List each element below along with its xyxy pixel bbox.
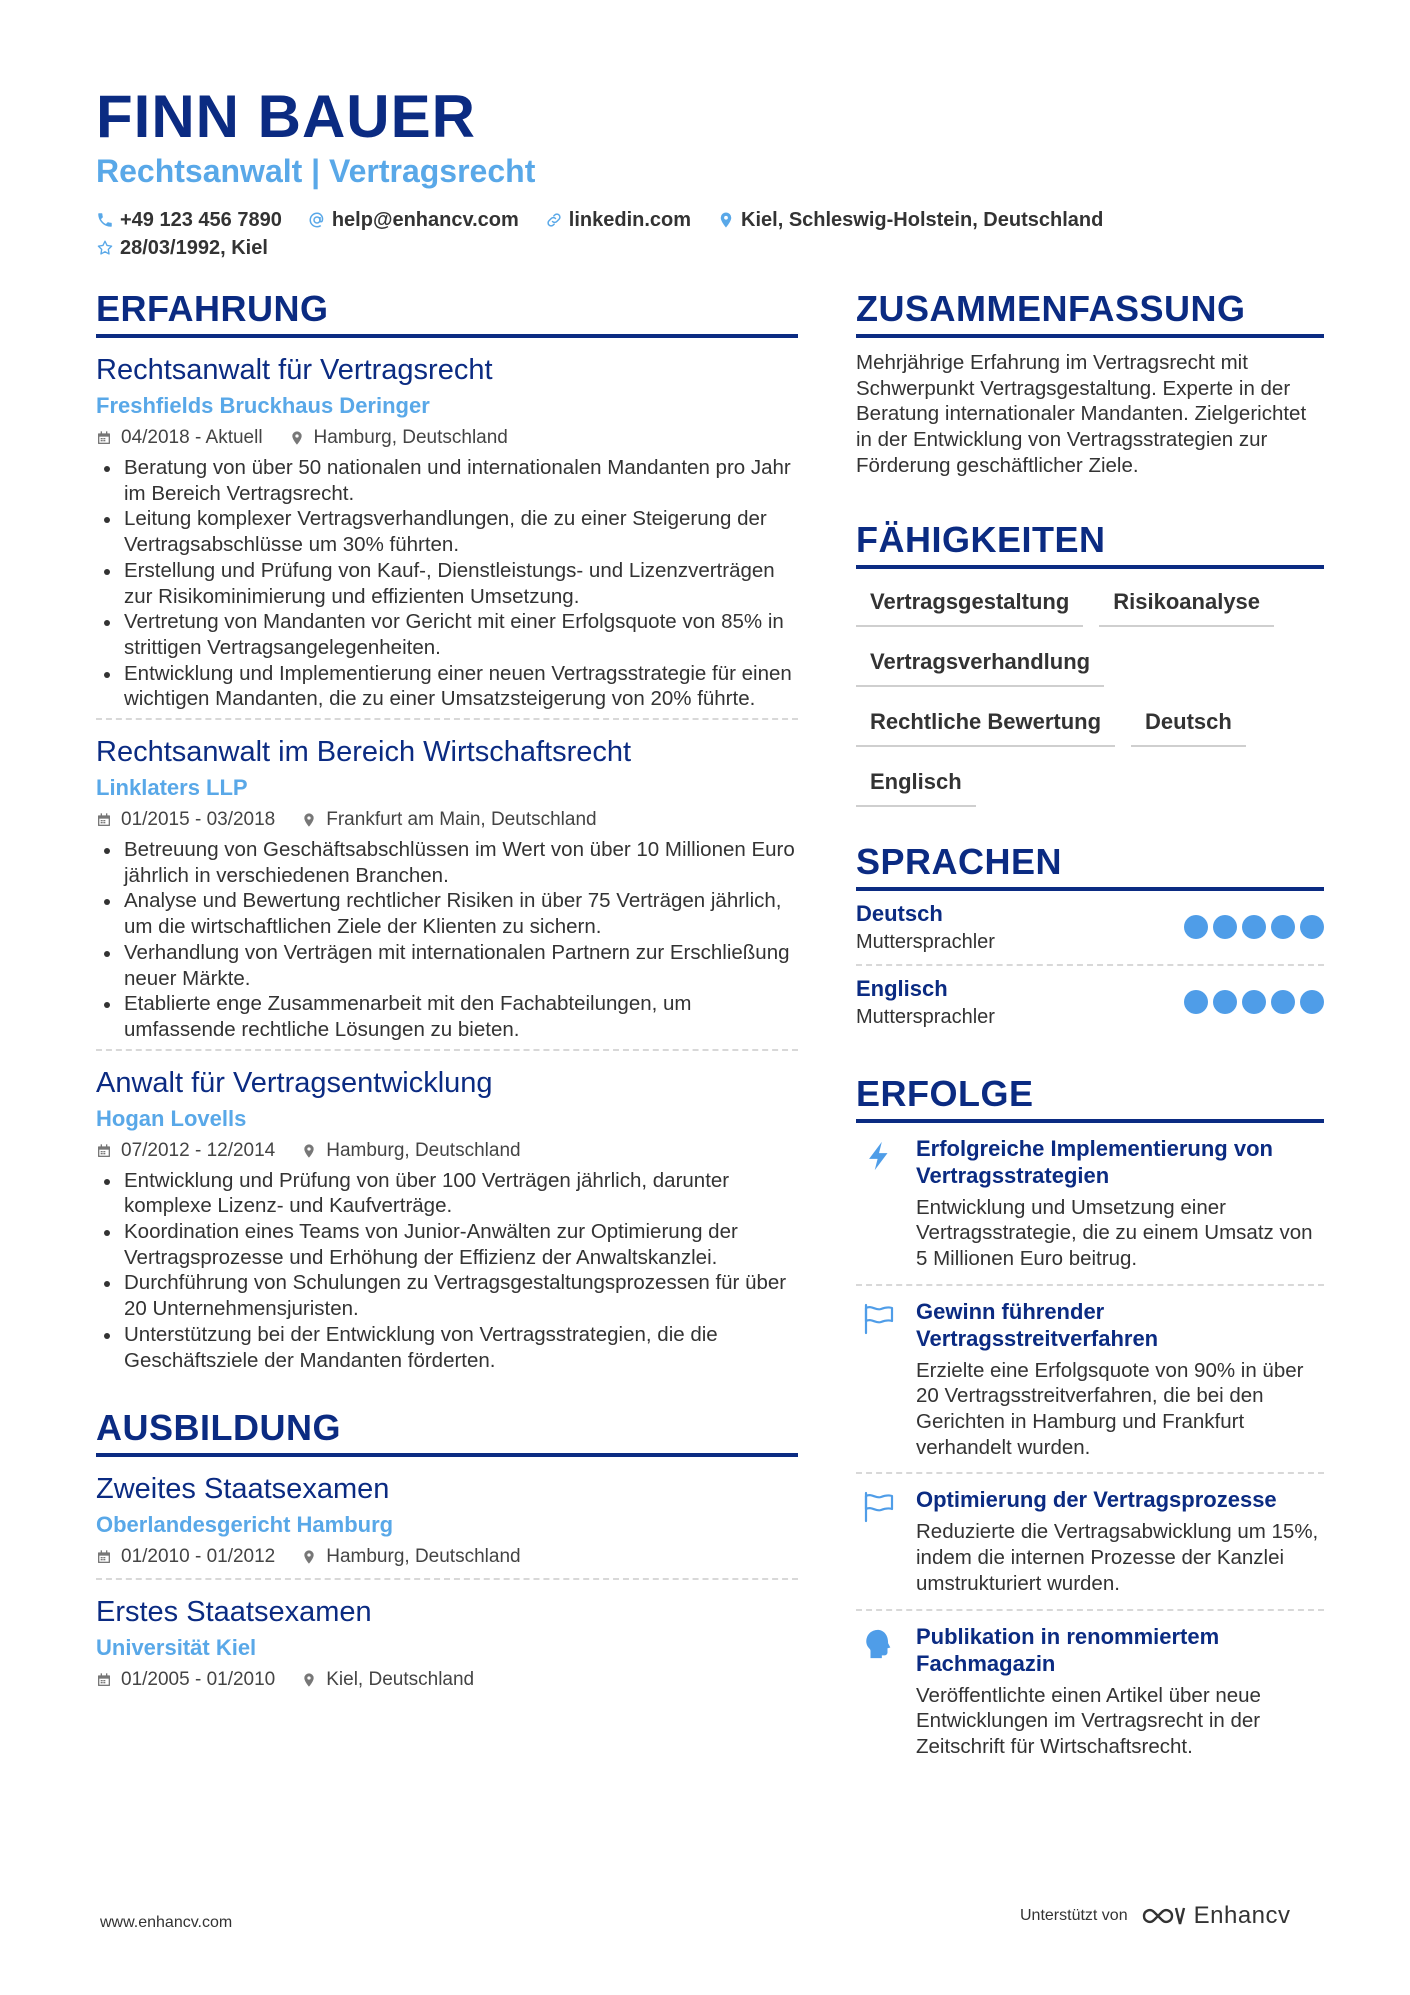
education-location [301,1546,520,1568]
achievement-body [916,1135,1324,1272]
job-location [289,427,508,449]
star-icon [96,239,114,257]
education-heading: AUSBILDUNG [96,1407,798,1457]
language-level: Muttersprachler [856,930,995,953]
location-pin-icon [301,812,317,828]
job-role: Anwalt für Vertragsentwicklung [96,1066,493,1099]
candidate-name: FINN BAUER [96,83,476,150]
job-dates [96,1140,275,1162]
experience-entry [96,720,798,1051]
education-dates-text: 01/2005 - 01/2010 [121,1669,276,1691]
rating-dot [1300,915,1324,939]
contact-location: Kiel, Schleswig-Holstein, Deutschland [717,209,1103,232]
link-icon [545,211,563,229]
left-column [96,288,798,1701]
language-name: Englisch [856,975,948,1001]
skill-tag: Englisch [856,761,976,807]
job-dates-text: 07/2012 - 12/2014 [121,1139,276,1161]
contact-linkedin[interactable]: linkedin.com [545,209,691,232]
education-meta [96,1669,798,1691]
education-location-text: Hamburg, Deutschland [326,1546,521,1568]
achievement-desc: Veröffentlichte einen Artikel über neue Entwicklungen im Vertragsrecht in der Zeitschrift für Wirtschaftsrecht. [916,1683,1261,1758]
education-list [96,1457,798,1701]
job-bullets [96,1168,798,1374]
job-bullet: Leitung komplexer Vertragsverhandlungen, die zu einer Steigerung der Vertragsabschlüsse um 30% führten. [96,506,798,557]
job-bullet: Durchführung von Schulungen zu Vertragsgestaltungsprozessen für über 20 Unternehmensjuristen. [96,1270,798,1321]
calendar-icon [96,1672,112,1688]
summary-heading: ZUSAMMENFASSUNG [856,288,1324,338]
head-icon [856,1623,916,1760]
right-column [856,288,1324,1772]
job-dates-text: 01/2015 - 03/2018 [121,809,276,831]
achievement-title: Publikation in renommiertem Fachmagazin [916,1623,1220,1676]
languages-list [856,891,1324,1039]
job-bullet: Etablierte enge Zusammenarbeit mit den Fachabteilungen, um umfassende rechtliche Lösungen zu bieten. [96,991,798,1042]
experience-heading: ERFAHRUNG [96,288,798,338]
job-bullets [96,837,798,1043]
education-location-text: Kiel, Deutschland [326,1669,475,1691]
job-location-text: Hamburg, Deutschland [313,427,508,448]
skills-heading: FÄHIGKEITEN [856,519,1324,569]
job-meta [96,809,798,831]
rating-dot [1184,990,1208,1014]
calendar-icon [96,430,112,446]
calendar-icon [96,812,112,828]
education-meta [96,1546,798,1568]
education-school: Oberlandesgericht Hamburg [96,1512,394,1538]
enhancv-logo-icon [1140,1903,1186,1929]
location-pin-icon [301,1143,317,1159]
language-level: Muttersprachler [856,1005,995,1028]
job-bullet: Unterstützung bei der Entwicklung von Vertragsstrategien, die die Geschäftsziele der Mandanten förderten. [96,1322,798,1373]
job-bullet: Analyse und Bewertung rechtlicher Risiken in über 75 Verträgen jährlich, um die wirtschaftlichen Ziele der Klienten zu sichern. [96,888,798,939]
education-location [301,1669,474,1691]
job-bullet: Beratung von über 50 nationalen und internationalen Mandanten pro Jahr im Bereich Vertragsrecht. [96,455,798,506]
language-info [856,976,995,1029]
job-bullet: Entwicklung und Implementierung einer neuen Vertragsstrategie für einen wichtigen Mandanten, die zu einer Umsatzsteigerung von 20% führte. [96,661,798,712]
education-degree: Zweites Staatsexamen [96,1473,390,1506]
skill-tag: Rechtliche Bewertung [856,701,1115,747]
skill-tag: Deutsch [1131,701,1246,747]
calendar-icon [96,1143,112,1159]
languages-heading: SPRACHEN [856,841,1324,891]
rating-dot [1184,915,1208,939]
flag-icon [856,1298,916,1461]
experience-entry [96,1051,798,1380]
achievement-entry [856,1474,1324,1610]
language-info [856,901,995,954]
language-row [856,966,1324,1039]
achievements-heading: ERFOLGE [856,1073,1324,1123]
education-school: Universität Kiel [96,1635,257,1661]
achievement-desc: Entwicklung und Umsetzung einer Vertragsstrategie, die zu einem Umsatz von 5 Millionen Euro beitrug. [916,1195,1313,1270]
achievement-title: Optimierung der Vertragsprozesse [916,1487,1277,1513]
footer-branding [1020,1902,1291,1930]
flag-icon [856,1486,916,1596]
job-role: Rechtsanwalt im Bereich Wirtschaftsrecht [96,736,632,769]
lightning-icon [856,1135,916,1272]
achievements-list [856,1123,1324,1772]
contact-phone: +49 123 456 7890 [96,209,282,232]
language-rating [1179,915,1324,939]
rating-dot [1271,915,1295,939]
job-bullet: Vertretung von Mandanten vor Gericht mit einer Erfolgsquote von 85% in strittigen Vertragsangelegenheiten. [96,609,798,660]
summary-text: Mehrjährige Erfahrung im Vertragsrecht mit Schwerpunkt Vertragsgestaltung. Experte in der Beratung internationaler Mandanten. Zielgerichtet in der Entwicklung von Vertragsstrategien zur Förderung geschäftlicher Ziele. [856,351,1307,477]
job-bullet: Koordination eines Teams von Junior-Anwälten zur Optimierung der Vertragsprozesse und Erhöhung der Effizienz der Anwaltskanzlei. [96,1219,798,1270]
job-company: Hogan Lovells [96,1105,247,1131]
job-dates-text: 04/2018 - Aktuell [121,427,263,448]
job-bullets [96,455,798,712]
rating-dot [1271,990,1295,1014]
skills-list [856,581,1324,821]
language-rating [1179,990,1324,1014]
job-location [301,1140,520,1162]
job-meta [96,1140,798,1162]
rating-dot [1242,990,1266,1014]
achievement-title: Gewinn führender Vertragsstreitverfahren [916,1298,1159,1351]
education-dates-text: 01/2010 - 01/2012 [121,1546,276,1568]
job-meta [96,427,798,449]
rating-dot [1213,990,1237,1014]
language-row [856,891,1324,966]
achievement-body [916,1486,1324,1596]
education-dates [96,1669,275,1691]
rating-dot [1300,990,1324,1014]
rating-dot [1242,915,1266,939]
phone-icon [96,211,114,229]
at-icon [308,211,326,229]
job-location [301,809,596,831]
experience-entry [96,338,798,720]
education-entry [96,1457,798,1580]
footer-website[interactable]: www.enhancv.com [100,1914,233,1931]
achievement-body [916,1298,1324,1461]
job-bullet: Erstellung und Prüfung von Kauf-, Dienstleistungs- und Lizenzverträgen zur Risikominimierung und effizienten Umsetzung. [96,558,798,609]
job-dates [96,427,263,449]
rating-dot [1213,915,1237,939]
calendar-icon [96,1549,112,1565]
job-bullet: Betreuung von Geschäftsabschlüssen im Wert von über 10 Millionen Euro jährlich in verschiedenen Branchen. [96,837,798,888]
job-company: Freshfields Bruckhaus Deringer [96,393,430,418]
language-name: Deutsch [856,900,943,926]
education-dates [96,1546,275,1568]
education-entry [96,1580,798,1701]
skill-tag: Vertragsgestaltung [856,581,1083,627]
achievement-entry [856,1123,1324,1286]
location-pin-icon [717,211,735,229]
achievement-title: Erfolgreiche Implementierung von Vertragsstrategien [916,1135,1273,1188]
achievement-body [916,1623,1324,1760]
job-dates [96,809,275,831]
contact-info [96,206,1336,262]
job-company: Linklaters LLP [96,775,248,801]
achievement-desc: Erzielte eine Erfolgsquote von 90% in über 20 Vertragsstreitverfahren, die bei den Gerichten in Hamburg und Frankfurt verhandelt wurden. [916,1358,1304,1459]
education-degree: Erstes Staatsexamen [96,1596,372,1629]
location-pin-icon [301,1549,317,1565]
job-bullet: Verhandlung von Verträgen mit internationalen Partnern zur Erschließung neuer Märkte. [96,940,798,991]
location-pin-icon [301,1672,317,1688]
candidate-title: Rechtsanwalt | Vertragsrecht [96,153,536,189]
experience-list [96,338,798,1379]
job-bullet: Entwicklung und Prüfung von über 100 Verträgen jährlich, darunter komplexe Lizenz- und Kaufverträge. [96,1168,798,1219]
contact-birth: 28/03/1992, Kiel [96,237,268,260]
achievement-desc: Reduzierte die Vertragsabwicklung um 15%, indem die internen Prozesse der Kanzlei umstrukturiert wurden. [916,1520,1319,1595]
job-role: Rechtsanwalt für Vertragsrecht [96,354,493,386]
skill-tag: Risikoanalyse [1099,581,1274,627]
skill-tag: Vertragsverhandlung [856,641,1104,687]
job-location-text: Frankfurt am Main, Deutschland [326,809,597,831]
location-pin-icon [289,430,305,446]
achievement-entry [856,1611,1324,1772]
achievement-entry [856,1286,1324,1475]
brand-name: Enhancv [1193,1902,1291,1929]
powered-by-text: Unterstützt von [1020,1907,1128,1924]
contact-email[interactable]: help@enhancv.com [308,209,519,232]
job-location-text: Hamburg, Deutschland [326,1139,521,1161]
